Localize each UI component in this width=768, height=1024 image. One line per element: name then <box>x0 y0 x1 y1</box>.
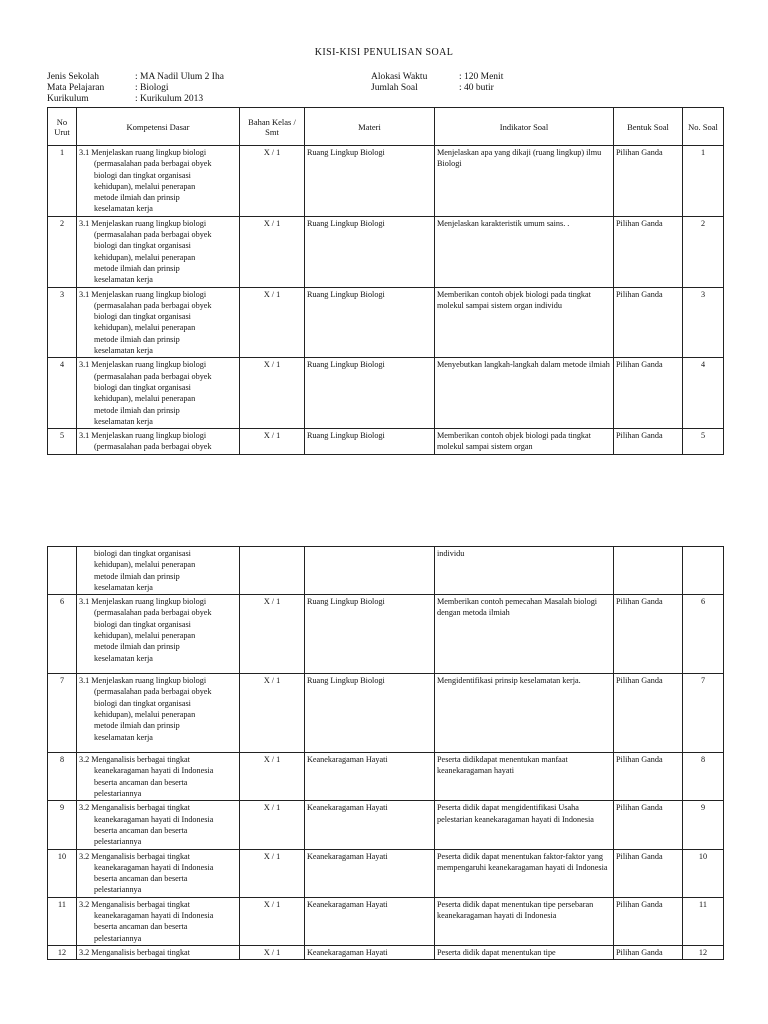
kd-first-line: 3.1 Menjelaskan ruang lingkup biologi <box>79 676 207 686</box>
bentuk-cell: Pilihan Ganda <box>614 753 683 801</box>
bahan-cell: X / 1 <box>240 897 305 945</box>
kisi-table-page-2 <box>47 546 724 960</box>
document-title: KISI-KISI PENULISAN SOAL <box>314 47 454 58</box>
kd-line: keselamatan kerja <box>94 346 153 356</box>
meta-curriculum: Kurikulum : Kurikulum 2013 <box>47 94 204 104</box>
kd-line: keselamatan kerja <box>94 653 153 663</box>
kd-cell <box>77 753 240 801</box>
kd-line: beserta ancaman dan beserta <box>94 777 188 787</box>
bahan-cell: X / 1 <box>240 429 305 455</box>
meta-count: Jumlah Soal : 40 butir <box>371 83 494 93</box>
bentuk-cell: Pilihan Ganda <box>614 945 683 959</box>
kd-line: (permasalahan pada berbagai obyek <box>94 442 212 452</box>
kd-line: keselamatan kerja <box>94 275 153 285</box>
kd-line: kehidupan), melalui penerapan <box>94 394 196 404</box>
materi-cell: Ruang Lingkup Biologi <box>305 595 435 674</box>
bahan-cell: X / 1 <box>240 674 305 753</box>
kd-line: (permasalahan pada berbagai obyek <box>94 608 212 618</box>
meta-time: Alokasi Waktu : 120 Menit <box>371 72 504 82</box>
header-bahan: Bahan Kelas / Smt <box>240 108 305 146</box>
kd-line: pelestariannya <box>94 885 142 895</box>
table-row <box>48 674 724 753</box>
no-soal-cell: 12 <box>683 945 724 959</box>
kisi-table-page-1 <box>47 107 724 455</box>
indikator-cell: Memberikan contoh objek biologi pada tingkat molekul sampai sistem organ individu <box>435 287 614 358</box>
no-urut-cell: 4 <box>48 358 77 429</box>
indikator-cell: Menyebutkan langkah-langkah dalam metode ilmiah <box>435 358 614 429</box>
table-header-row <box>48 108 724 146</box>
kd-cell <box>77 801 240 849</box>
bahan-cell: X / 1 <box>240 849 305 897</box>
no-soal-cell: 6 <box>683 595 724 674</box>
kd-line: metode ilmiah dan prinsip <box>94 721 180 731</box>
kd-first-line: 3.1 Menjelaskan ruang lingkup biologi <box>79 148 207 157</box>
indikator-cell: Memberikan contoh objek biologi pada tingkat molekul sampai sistem organ <box>435 429 614 455</box>
kd-first-line: 3.2 Menganalisis berbagai tingkat <box>79 899 190 909</box>
table-row-continued <box>48 547 724 595</box>
kd-line: biologi dan tingkat organisasi <box>94 170 191 180</box>
kd-line: biologi dan tingkat organisasi <box>94 698 191 708</box>
kd-line: metode ilmiah dan prinsip <box>94 334 180 344</box>
meta-right <box>371 72 503 94</box>
bahan-cell: X / 1 <box>240 595 305 674</box>
table-row <box>48 287 724 358</box>
materi-cell: Ruang Lingkup Biologi <box>305 146 435 217</box>
no-soal-cell: 8 <box>683 753 724 801</box>
kd-line: biologi dan tingkat organisasi <box>94 382 191 392</box>
indikator-cell: Menjelaskan karakteristik umum sains. . <box>435 216 614 287</box>
no-soal-cell: 4 <box>683 358 724 429</box>
kd-first-line: 3.1 Menjelaskan ruang lingkup biologi <box>79 597 207 607</box>
indikator-cell: Peserta didik dapat menentukan tipe <box>435 945 614 959</box>
materi-cell: Keanekaragaman Hayati <box>305 945 435 959</box>
materi-cell: Ruang Lingkup Biologi <box>305 429 435 455</box>
header-bentuk: Bentuk Soal <box>614 108 683 146</box>
kd-line: keanekaragaman hayati di Indonesia <box>94 814 214 824</box>
materi-cell: Ruang Lingkup Biologi <box>305 216 435 287</box>
materi-cell: Keanekaragaman Hayati <box>305 897 435 945</box>
header-no-soal: No. Soal <box>683 108 724 146</box>
indikator-cell: Memberikan contoh pemecahan Masalah biologi dengan metoda ilmiah <box>435 595 614 674</box>
kd-line: (permasalahan pada berbagai obyek <box>94 687 212 697</box>
kd-line: kehidupan), melalui penerapan <box>94 631 196 641</box>
kd-first-line: 3.1 Menjelaskan ruang lingkup biologi <box>79 360 207 370</box>
table-row <box>48 146 724 217</box>
kd-line: keselamatan kerja <box>94 204 153 214</box>
bentuk-cell: Pilihan Ganda <box>614 595 683 674</box>
kd-cell <box>77 287 240 358</box>
kd-line: metode ilmiah dan prinsip <box>94 405 180 415</box>
no-urut-cell: 9 <box>48 801 77 849</box>
bentuk-cell: Pilihan Ganda <box>614 287 683 358</box>
kd-line: beserta ancaman dan beserta <box>94 922 188 932</box>
table-row <box>48 849 724 897</box>
kd-line: keanekaragaman hayati di Indonesia <box>94 911 214 921</box>
no-soal-cell: 9 <box>683 801 724 849</box>
indikator-cell: Peserta didik dapat mengidentifikasi Usaha pelestarian keanekaragaman hayati di Indonesia <box>435 801 614 849</box>
no-urut-cell: 7 <box>48 674 77 753</box>
header-kompetensi: Kompetensi Dasar <box>77 108 240 146</box>
materi-cell: Ruang Lingkup Biologi <box>305 674 435 753</box>
kd-line: metode ilmiah dan prinsip <box>94 642 180 652</box>
no-urut-cell: 11 <box>48 897 77 945</box>
kd-first-line: 3.1 Menjelaskan ruang lingkup biologi <box>79 289 207 299</box>
table-row <box>48 897 724 945</box>
bentuk-cell: Pilihan Ganda <box>614 674 683 753</box>
table-row <box>48 216 724 287</box>
no-urut-cell: 5 <box>48 429 77 455</box>
bentuk-cell: Pilihan Ganda <box>614 801 683 849</box>
kd-first-line: 3.1 Menjelaskan ruang lingkup biologi <box>79 218 207 228</box>
table-row <box>48 753 724 801</box>
no-soal-cell: 3 <box>683 287 724 358</box>
no-urut-cell: 3 <box>48 287 77 358</box>
kd-line: kehidupan), melalui penerapan <box>94 181 196 191</box>
bentuk-cell: Pilihan Ganda <box>614 358 683 429</box>
kd-first-line: 3.1 Menjelaskan ruang lingkup biologi <box>79 431 207 441</box>
materi-cell: Keanekaragaman Hayati <box>305 753 435 801</box>
table-row <box>48 429 724 455</box>
kd-cell <box>77 358 240 429</box>
materi-cell: Keanekaragaman Hayati <box>305 849 435 897</box>
indikator-cell: Peserta didik dapat menentukan tipe persebaran keanekaragaman hayati di Indonesia <box>435 897 614 945</box>
meta-left <box>47 72 224 105</box>
meta-school: Jenis Sekolah : MA Nadil Ulum 2 Iha <box>47 72 224 82</box>
no-soal-cell: 2 <box>683 216 724 287</box>
no-urut-cell: 12 <box>48 945 77 959</box>
kd-line: pelestariannya <box>94 933 142 943</box>
kd-line: kehidupan), melalui penerapan <box>94 710 196 720</box>
materi-cell: Ruang Lingkup Biologi <box>305 358 435 429</box>
table-row <box>48 595 724 674</box>
indikator-cell: Peserta didik dapat menentukan faktor-faktor yang mempengaruhi keanekaragaman hayati di Indonesia <box>435 849 614 897</box>
table-row <box>48 801 724 849</box>
table-row <box>48 358 724 429</box>
kd-line: kehidupan), melalui penerapan <box>94 323 196 333</box>
kd-line: beserta ancaman dan beserta <box>94 825 188 835</box>
bentuk-cell: Pilihan Ganda <box>614 146 683 217</box>
materi-cell: Ruang Lingkup Biologi <box>305 287 435 358</box>
kd-first-line: 3.2 Menganalisis berbagai tingkat <box>79 851 190 861</box>
header-no-urut: No Urut <box>48 108 77 146</box>
kd-cell <box>77 849 240 897</box>
kd-line: biologi dan tingkat organisasi <box>94 241 191 251</box>
kd-line: (permasalahan pada berbagai obyek <box>94 159 212 169</box>
kd-cell <box>77 897 240 945</box>
kd-line: (permasalahan pada berbagai obyek <box>94 300 212 310</box>
kd-line: keanekaragaman hayati di Indonesia <box>94 766 214 776</box>
indikator-cell: Mengidentifikasi prinsip keselamatan kerja. <box>435 674 614 753</box>
kd-cell <box>77 945 240 959</box>
no-soal-cell: 11 <box>683 897 724 945</box>
no-urut-cell: 10 <box>48 849 77 897</box>
bahan-cell: X / 1 <box>240 753 305 801</box>
no-urut-cell: 2 <box>48 216 77 287</box>
kd-cell <box>77 216 240 287</box>
bentuk-cell: Pilihan Ganda <box>614 849 683 897</box>
kd-line: beserta ancaman dan beserta <box>94 874 188 884</box>
kd-cell <box>77 429 240 455</box>
bahan-cell: X / 1 <box>240 801 305 849</box>
kd-line: (permasalahan pada berbagai obyek <box>94 230 212 240</box>
bentuk-cell: Pilihan Ganda <box>614 897 683 945</box>
kd-cell <box>77 595 240 674</box>
bahan-cell: X / 1 <box>240 358 305 429</box>
meta-subject: Mata Pelajaran : Biologi <box>47 83 169 93</box>
kd-line: metode ilmiah dan prinsip <box>94 263 180 273</box>
indikator-cell: Peserta didikdapat menentukan manfaat keanekaragaman hayati <box>435 753 614 801</box>
no-urut-cell: 1 <box>48 146 77 217</box>
indikator-cell: Menjelaskan apa yang dikaji (ruang lingkup) ilmu Biologi <box>435 146 614 217</box>
kd-cell <box>77 674 240 753</box>
kd-first-line: 3.2 Menganalisis berbagai tingkat <box>79 755 190 765</box>
kd-line: kehidupan), melalui penerapan <box>94 252 196 262</box>
bentuk-cell: Pilihan Ganda <box>614 429 683 455</box>
kd-line: biologi dan tingkat organisasi <box>94 619 191 629</box>
kd-line: (permasalahan pada berbagai obyek <box>94 371 212 381</box>
kd-cell <box>77 146 240 217</box>
kd-line: pelestariannya <box>94 837 142 847</box>
kd-line: keselamatan kerja <box>94 732 153 742</box>
kd-line: biologi dan tingkat organisasi <box>94 312 191 322</box>
no-soal-cell: 10 <box>683 849 724 897</box>
kd-line: pelestariannya <box>94 789 142 799</box>
materi-cell: Keanekaragaman Hayati <box>305 801 435 849</box>
indikator-cell: individu <box>435 547 614 595</box>
bahan-cell: X / 1 <box>240 945 305 959</box>
kd-first-line: 3.2 Menganalisis berbagai tingkat <box>79 803 190 813</box>
no-soal-cell: 5 <box>683 429 724 455</box>
header-materi: Materi <box>305 108 435 146</box>
bahan-cell: X / 1 <box>240 287 305 358</box>
kd-cell: biologi dan tingkat organisasi kehidupan), melalui penerapan metode ilmiah dan prinsip keselamatan kerja <box>77 547 240 595</box>
header-indikator: Indikator Soal <box>435 108 614 146</box>
no-soal-cell: 1 <box>683 146 724 217</box>
no-urut-cell: 6 <box>48 595 77 674</box>
kd-line: keanekaragaman hayati di Indonesia <box>94 862 214 872</box>
kd-first-line: 3.2 Menganalisis berbagai tingkat <box>79 947 190 957</box>
table-row <box>48 945 724 959</box>
kd-line: metode ilmiah dan prinsip <box>94 193 180 203</box>
bentuk-cell: Pilihan Ganda <box>614 216 683 287</box>
kd-line: keselamatan kerja <box>94 416 153 426</box>
bahan-cell: X / 1 <box>240 146 305 217</box>
no-urut-cell: 8 <box>48 753 77 801</box>
bahan-cell: X / 1 <box>240 216 305 287</box>
no-soal-cell: 7 <box>683 674 724 753</box>
